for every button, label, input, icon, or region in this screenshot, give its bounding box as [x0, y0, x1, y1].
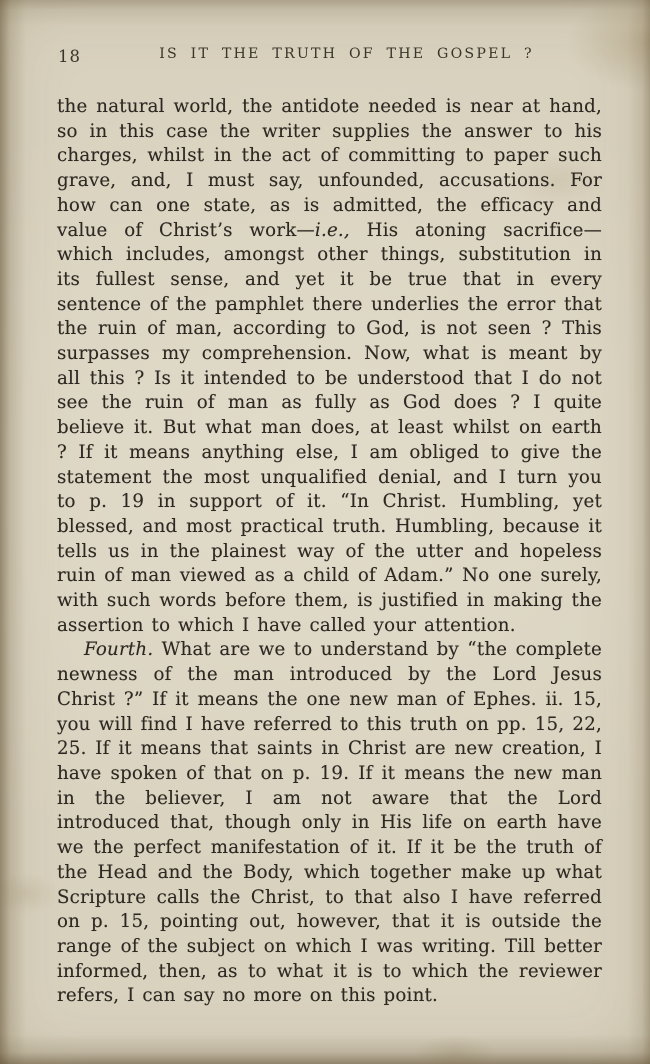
paragraph	[57, 638, 602, 1009]
body-text-segment: His atoning sacrifice—which includes, amongst other things, substitution in its fullest sense, and yet it be true that in every sentence of the pamphlet there underlies the error that the ruin of man, according to God, is not seen ? This surpasses my comprehension. Now, what is meant by all this ? Is it intended to be understood that I do not see the ruin of man as fully as God does ? I quite believe it. But what man does, at least whilst on earth ? If it means anything else, I am obliged to give the statement the most unqualified denial, and I turn you to p. 19 in support of it. “In Christ. Humbling, yet blessed, and most practical truth. Humbling, because it tells us in the plainest way of the utter and hopeless ruin of man viewed as a child of Adam.” No one surely, with such words before them, is justified in making the assertion to which I have called your attention.	[57, 219, 602, 636]
page-body	[57, 95, 602, 1009]
body-text-segment: What are we to understand by “the complete newness of the man introduced by the Lord Jesus Christ ?” If it means the one new man of Ephes. ii. 15, you will find I have referred to this truth on pp. 15, 22, 25. If it means that saints in Christ are new creation, I have spoken of that on p. 19. If it means the new man in the believer, I am not aware that the Lord introduced that, though only in His life on earth have we the perfect manifestation of it. If it be the truth of the Head and the Body, which together make up what Scripture calls the Christ, to that also I have referred on p. 15, pointing out, however, that it is outside the range of the subject on which I was writing. Till better informed, then, as to what it is to which the reviewer refers, I can say no more on this point.	[57, 639, 602, 1007]
page-content	[57, 46, 602, 1009]
italic-text-segment: Fourth.	[84, 639, 154, 661]
running-title: IS IT THE TRUTH OF THE GOSPEL ?	[159, 46, 534, 62]
body-text-segment: the natural world, the antidote needed is near at hand, so in this case the writer supplies the answer to his charges, whilst in the act of committing to paper such grave, and, I must say, unfounded, accusations. For how can one state, as is admitted, the efficacy and value of Christ’s work—	[57, 96, 602, 241]
page-header	[57, 46, 602, 70]
paragraph	[57, 95, 602, 638]
page-number: 18	[58, 47, 81, 66]
italic-text-segment: i.e.,	[314, 219, 350, 241]
